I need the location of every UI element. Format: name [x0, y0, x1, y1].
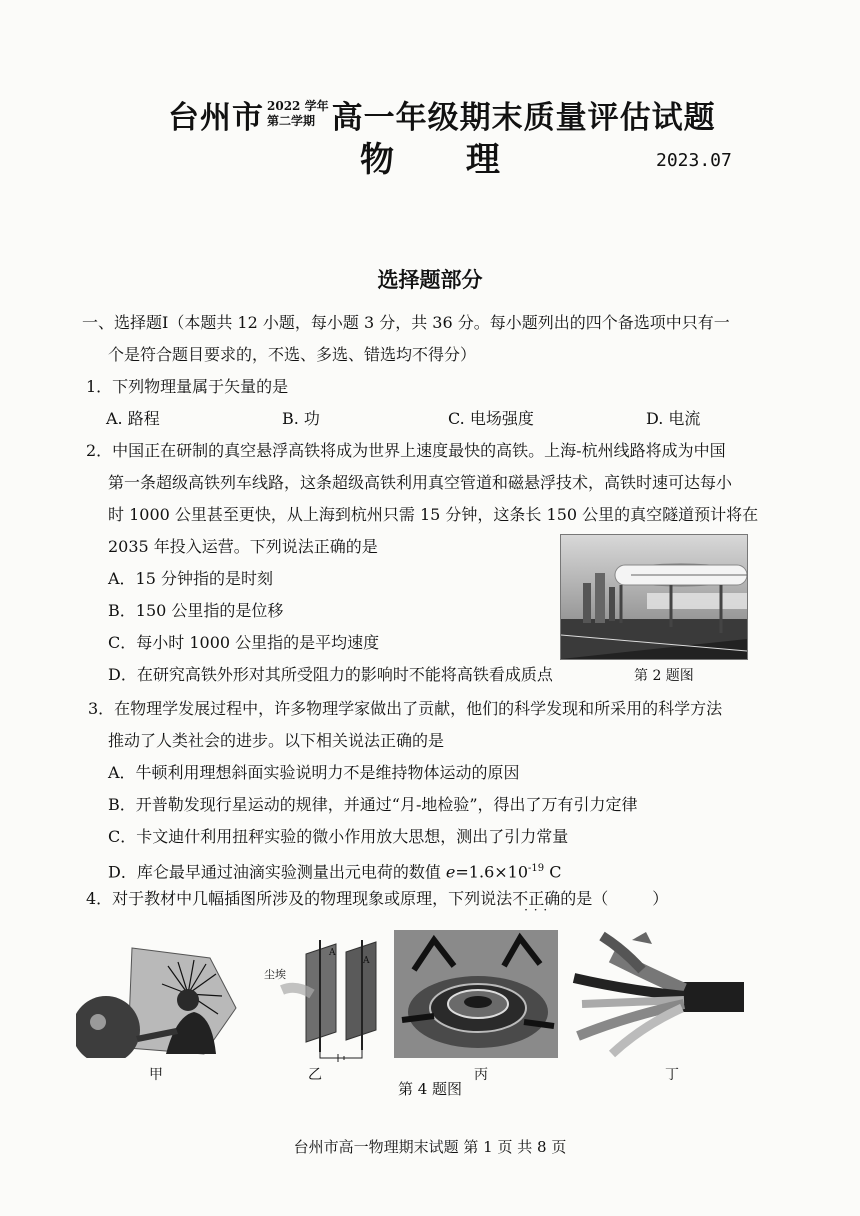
q2-line-1: 2．中国正在研制的真空悬浮高铁将成为世界上速度最快的高铁。上海-杭州线路将成为中国 [86, 441, 726, 460]
q2-line-4: 2035 年投入运营。下列说法正确的是 [108, 537, 378, 556]
q3-option-d [108, 858, 561, 883]
q3-option-a: A．牛顿利用理想斜面实验说明力不是维持物体运动的原因 [108, 763, 520, 782]
maglev-illustration [561, 535, 747, 659]
subject-title: 物 理 [360, 140, 530, 180]
shielded-cable-illustration [572, 930, 744, 1060]
school-year: 2022 学年 [267, 99, 329, 113]
q4-figure-yi [262, 940, 392, 1064]
school-year-stack [267, 99, 329, 129]
q4-dust-label: 尘埃 [264, 968, 286, 981]
q4-stem [86, 888, 668, 910]
q3-option-b: B．开普勒发现行星运动的规律，并通过“月-地检验”，得出了万有引力定律 [108, 795, 638, 814]
q3-option-d-eq: =1.6×10 [455, 862, 529, 882]
q1-option-a: A. 路程 [106, 409, 160, 428]
q2-option-d: D．在研究高铁外形对其所受阻力的影响时不能将高铁看成质点 [108, 665, 553, 684]
q4-figure-label-jia: 甲 [149, 1067, 163, 1083]
q4-figure-label-ding: 丁 [665, 1067, 679, 1083]
q1-stem: 1．下列物理量属于矢量的是 [86, 377, 289, 396]
q1-option-c: C. 电场强度 [448, 409, 534, 428]
page-footer: 台州市高一物理期末试题 第 1 页 共 8 页 [293, 1138, 567, 1156]
q2-option-c: C．每小时 1000 公里指的是平均速度 [108, 633, 380, 652]
q4-stem-emphasis: 不正确 · · · [512, 889, 560, 908]
q4-figure-bing [394, 930, 558, 1058]
q4-figure-label-yi: 乙 [308, 1067, 322, 1083]
q4-stem-prefix: 4．对于教材中几幅插图所涉及的物理现象或原理，下列说法 [86, 889, 513, 908]
q4-figure-ding [572, 930, 744, 1060]
q2-option-b: B．150 公里指的是位移 [108, 601, 284, 620]
q3-option-d-exponent: -19 [528, 863, 545, 874]
q3-option-d-var: e [445, 862, 456, 882]
q2-figure-maglev-photo [560, 534, 748, 660]
q4-plate-label-b: A [363, 956, 370, 966]
q4-stem-suffix: 的是（ [560, 889, 609, 908]
q1-option-d: D. 电流 [646, 409, 701, 428]
q3-option-d-text: D．库仑最早通过油滴实验测量出元电荷的数值 [108, 862, 446, 882]
q2-option-a: A．15 分钟指的是时刻 [108, 569, 274, 588]
q2-line-2: 第一条超级高铁列车线路，这条超级高铁利用真空管道和磁悬浮技术，高铁时速可达每小 [108, 473, 733, 492]
part1-heading-line2: 个是符合题目要求的，不选、多选、错选均不得分） [108, 345, 477, 364]
q4-plate-label-a: A [329, 948, 336, 958]
q3-line-1: 3．在物理学发展过程中，许多物理学家做出了贡献，他们的科学发现和所采用的科学方法 [88, 699, 723, 718]
title-prefix: 台州市 [168, 99, 264, 136]
q4-stem-close: ） [652, 889, 669, 908]
electrostatic-dust-collector-illustration [262, 940, 392, 1064]
part1-heading-line1: 一、选择题Ⅰ（本题共 12 小题，每小题 3 分，共 36 分。每小题列出的四个备选项中只有一 [82, 313, 730, 332]
q1-option-b: B. 功 [282, 409, 320, 428]
gas-stove-burner-illustration [394, 930, 558, 1058]
q4-figure-label-bing: 丙 [474, 1067, 488, 1083]
q4-figure-jia [76, 944, 238, 1058]
q4-figure-caption: 第 4 题图 [397, 1080, 463, 1098]
exam-date: 2023.07 [656, 150, 732, 171]
title-suffix: 高一年级期末质量评估试题 [331, 99, 716, 136]
semester: 第二学期 [267, 114, 316, 128]
section-title: 选择题部分 [377, 267, 483, 292]
q3-option-c: C．卡文迪什利用扭秤实验的微小作用放大思想，测出了引力常量 [108, 827, 569, 846]
van-de-graaff-illustration [76, 944, 238, 1058]
q2-figure-caption: 第 2 题图 [634, 668, 694, 684]
q2-line-3: 时 1000 公里甚至更快，从上海到杭州只需 15 分钟，这条长 150 公里的真空隧道预计将在 [108, 505, 759, 524]
q3-line-2: 推动了人类社会的进步。以下相关说法正确的是 [108, 731, 445, 750]
q3-option-d-unit: C [544, 862, 562, 882]
